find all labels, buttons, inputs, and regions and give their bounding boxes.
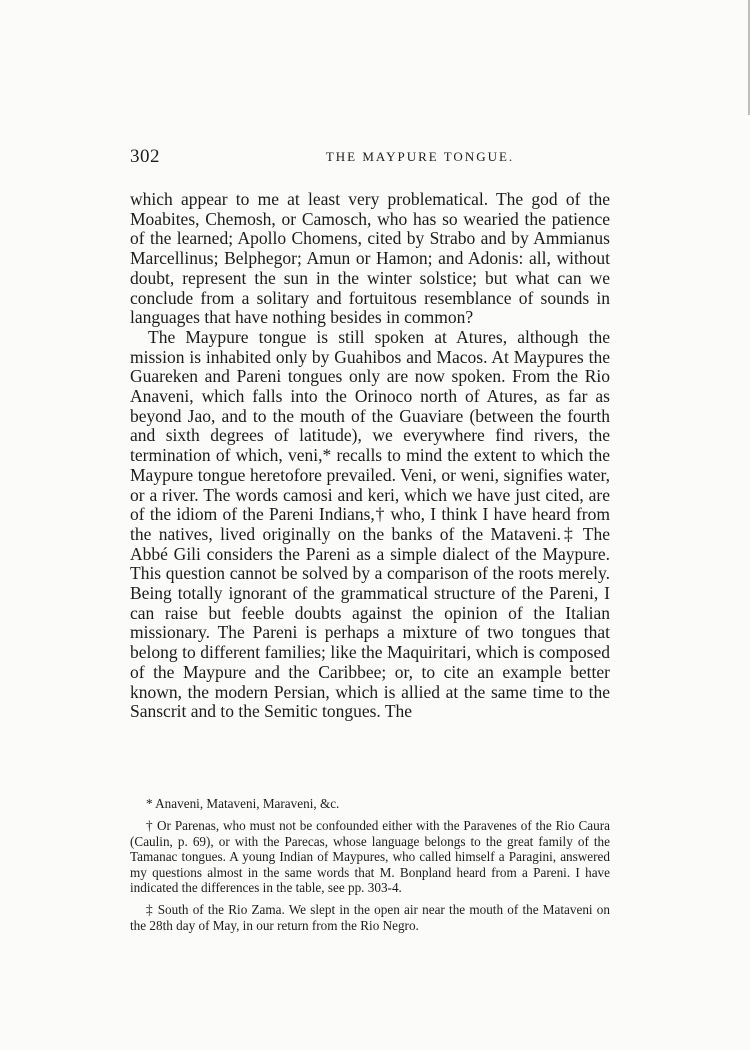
body-paragraph-2: The Maypure tongue is still spoken at Atures, although the mission is inhabited only by Guahibos and Macos. At Maypures the Guareken and Pareni tongues only are now spoken. From the Rio Anaveni, which falls into the Orinoco north of Atures, as far as beyond Jao, and to the mouth of the Guaviare (between the fourth and sixth degrees of latitude), we everywhere find rivers, the termination of which, veni,* recalls to mind the extent to which the Maypure tongue heretofore prevailed. Veni, or weni, signifies water, or a river. The words camosi and keri, which we have just cited, are of the idiom of the Pareni Indians,† who, I think I have heard from the natives, lived originally on the banks of the Mataveni.‡ The Abbé Gili considers the Pareni as a simple dialect of the Maypure. This question cannot be solved by a comparison of the roots merely. Being totally ignorant of the grammatical structure of the Pareni, I can raise but feeble doubts against the opinion of the Italian missionary. The Pareni is perhaps a mixture of two tongues that belong to different families; like the Maquiritari, which is composed of the Maypure and the Caribbee; or, to cite an example better known, the modern Persian, which is allied at the same time to the Sanscrit and to the Semitic tongues. The bbox=[130, 326, 610, 722]
page-number: 302 bbox=[130, 146, 160, 167]
footnote-dagger: † Or Parenas, who must not be confounded either with the Paravenes of the Rio Caura (Caulin, p. 69), or with the Parecas, whose language belongs to the great family of the Tamanac tongues. A young Indian of Maypures, who called himself a Paragini, answered my questions almost in the same words that M. Bonpland heard from a Pareni. I have indicated the differences in the table, see pp. 303-4. bbox=[130, 818, 610, 896]
footnote-double-dagger: ‡ South of the Rio Zama. We slept in the open air near the mouth of the Mataveni on the 28th day of May, in our return from the Rio Negro. bbox=[130, 902, 610, 933]
running-title: THE MAYPURE TONGUE. bbox=[325, 149, 515, 164]
body-text bbox=[130, 190, 610, 780]
page-header bbox=[130, 146, 610, 170]
footnotes bbox=[130, 796, 610, 933]
footnote-asterisk: * Anaveni, Mataveni, Maraveni, &c. bbox=[146, 796, 340, 811]
body-paragraph-1: which appear to me at least very problematical. The god of the Moabites, Chemosh, or Camosch, who has so wearied the patience of the learned; Apollo Chomens, cited by Strabo and by Ammianus Marcellinus; Belphegor; Amun or Hamon; and Adonis: all, without doubt, represent the sun in the winter solstice; but what can we conclude from a solitary and fortuitous resemblance of sounds in languages that have nothing besides in common? bbox=[130, 189, 610, 328]
